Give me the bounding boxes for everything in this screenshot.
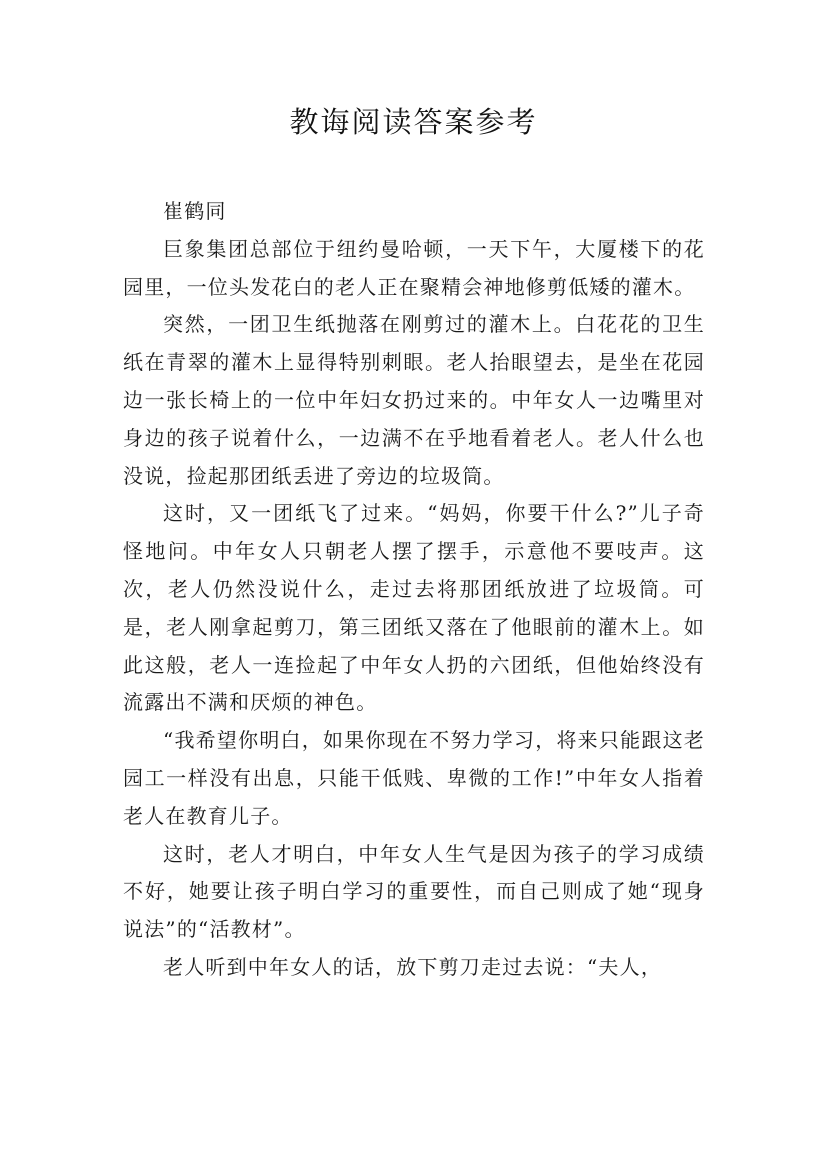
paragraph: 巨象集团总部位于纽约曼哈顿，一天下午，大厦楼下的花园里，一位头发花白的老人正在聚精会神地修剪低矮的灌木。 — [123, 236, 705, 299]
paragraph: 这时，老人才明白，中年女人生气是因为孩子的学习成绩不好，她要让孩子明白学习的重要性，而自己则成了她“现身说法”的“活教材”。 — [123, 841, 705, 942]
paragraph: 这时，又一团纸飞了过来。“妈妈，你要干什么?”儿子奇怪地问。中年女人只朝老人摆了摆手，示意他不要吱声。这次，老人仍然没说什么，走过去将那团纸放进了垃圾筒。可是，老人刚拿起剪刀，第三团纸又落在了他眼前的灌木上。如此这般，老人一连捡起了中年女人扔的六团纸，但他始终没有流露出不满和厌烦的神色。 — [123, 501, 705, 715]
page-title: 教诲阅读答案参考 — [289, 105, 538, 139]
paragraph: 突然，一团卫生纸抛落在刚剪过的灌木上。白花花的卫生纸在青翠的灌木上显得特别刺眼。老人抬眼望去，是坐在花园边一张长椅上的一位中年妇女扔过来的。中年女人一边嘴里对身边的孩子说着什么，一边满不在乎地看着老人。老人什么也没说，捡起那团纸丢进了旁边的垃圾筒。 — [123, 312, 705, 488]
paragraph: 老人听到中年女人的话，放下剪刀走过去说：“夫人， — [163, 954, 663, 979]
author-line: 崔鹤同 — [163, 199, 227, 223]
article-body — [123, 193, 705, 987]
paragraph: “我希望你明白，如果你现在不努力学习，将来只能跟这老园工一样没有出息，只能干低贱、卑微的工作!”中年女人指着老人在教育儿子。 — [123, 728, 705, 828]
